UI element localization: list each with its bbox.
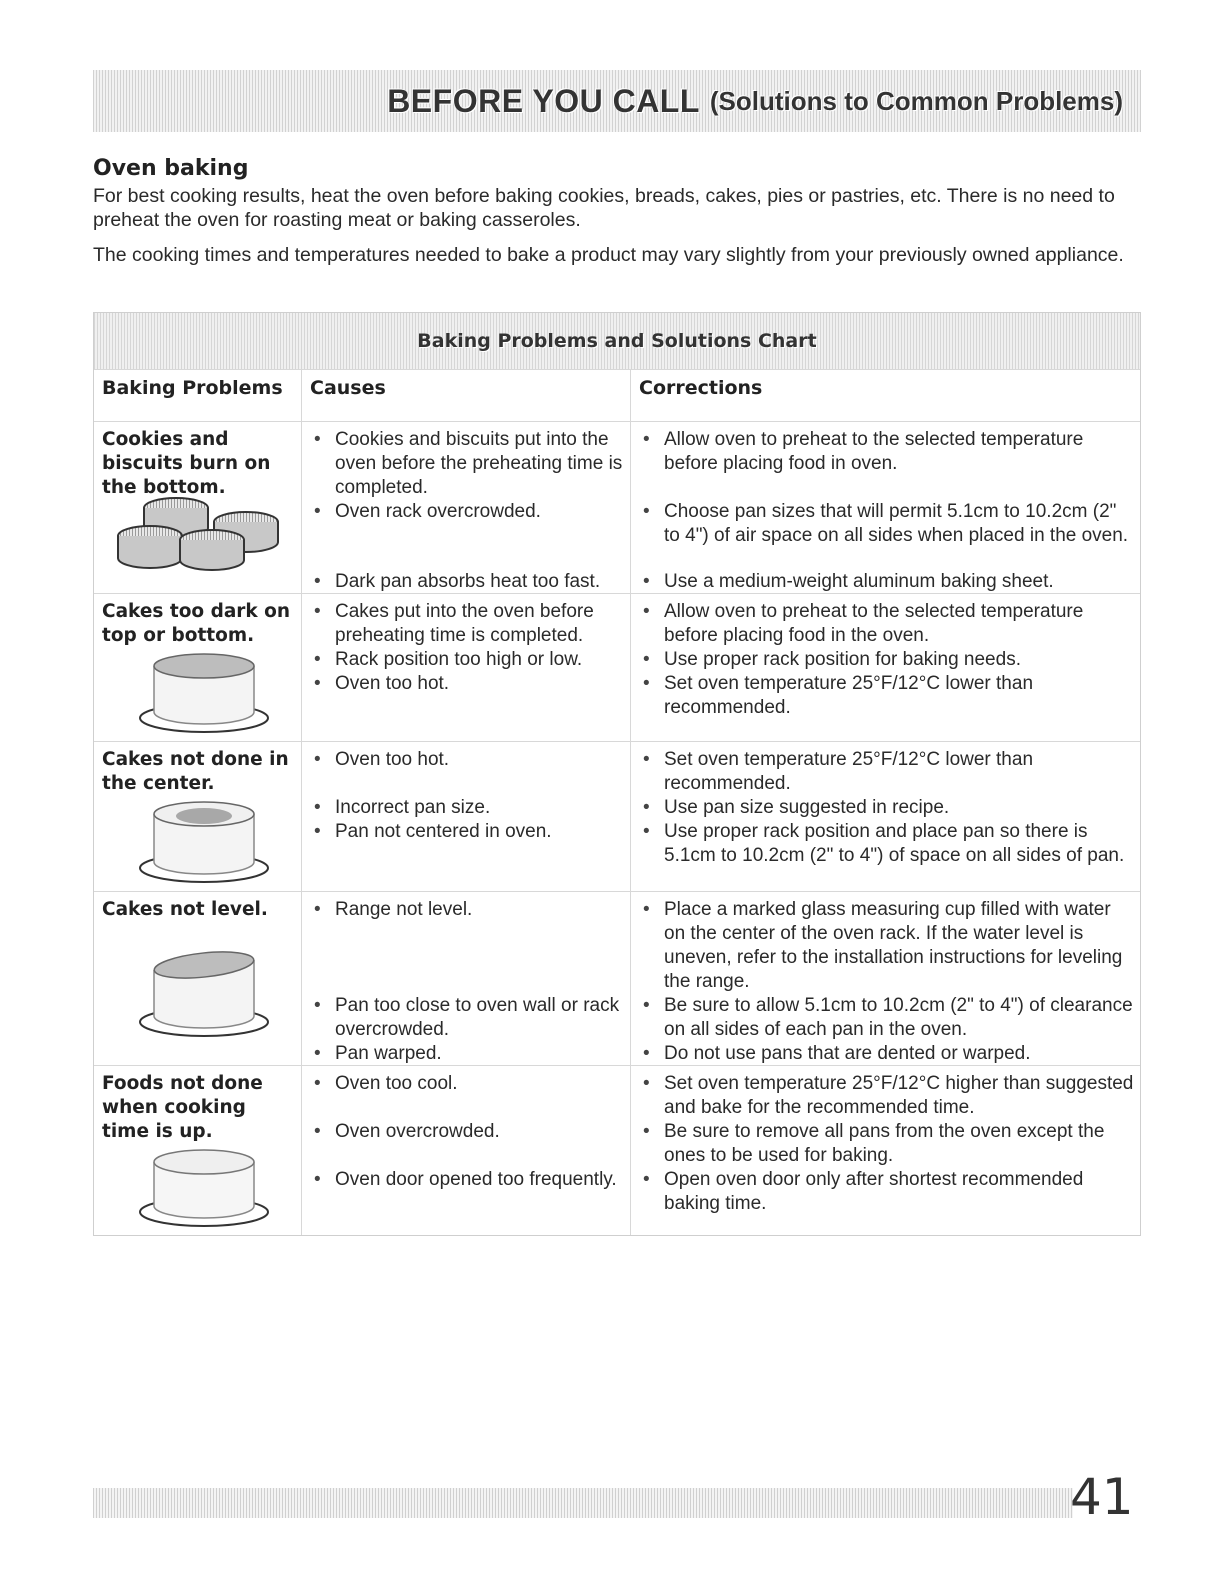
- cause-item: • Range not level.: [310, 898, 626, 922]
- header-corrections: Corrections: [639, 377, 763, 399]
- correction-item: • Use proper rack position and place pan so there is 5.1cm to 10.2cm (2" to 4") of space on all sides of pan.: [639, 820, 1136, 868]
- cause-item: • Oven too cool.: [310, 1072, 626, 1096]
- table-row: [94, 1065, 1140, 1235]
- problem-label: Foods not done when cooking time is up.: [102, 1073, 263, 1142]
- footer-bar: [93, 1488, 1073, 1518]
- intro-paragraph: For best cooking results, heat the oven before baking cookies, breads, cakes, pies or pastries, etc. There is no need to preheat the oven for roasting meat or baking casseroles.: [93, 185, 1115, 231]
- page-number: 41: [1070, 1468, 1134, 1526]
- chart-title: Baking Problems and Solutions Chart: [417, 330, 817, 352]
- correction-item: • Be sure to allow 5.1cm to 10.2cm (2" to 4") of clearance on all sides of each pan in the oven.: [639, 994, 1136, 1042]
- cause-item: • Oven rack overcrowded.: [310, 500, 626, 524]
- correction-item: • Allow oven to preheat to the selected temperature before placing food in the oven.: [639, 600, 1136, 648]
- chart-title-bar: [94, 313, 1140, 369]
- intro-paragraph-2: The cooking times and temperatures needed to bake a product may vary slightly from your previously owned appliance.: [93, 244, 1124, 266]
- correction-item: • Use proper rack position for baking needs.: [639, 648, 1136, 672]
- chart-header-row: [94, 369, 1140, 421]
- cookies-pans-icon: [114, 494, 284, 576]
- cause-item: • Cakes put into the oven before preheating time is completed.: [310, 600, 626, 648]
- cause-item: • Oven too hot.: [310, 748, 626, 772]
- correction-item: • Choose pan sizes that will permit 5.1cm to 10.2cm (2" to 4") of air space on all sides when placed in the oven.: [639, 500, 1136, 548]
- correction-item: • Use pan size suggested in recipe.: [639, 796, 1136, 820]
- cause-item: • Oven door opened too frequently.: [310, 1168, 626, 1192]
- cause-item: • Oven too hot.: [310, 672, 626, 696]
- banner-title: BEFORE YOU CALL: [387, 82, 700, 119]
- table-row: [94, 593, 1140, 741]
- cause-item: • Cookies and biscuits put into the oven before the preheating time is completed.: [310, 428, 626, 500]
- cause-item: • Dark pan absorbs heat too fast.: [310, 570, 626, 594]
- cake-icon: [134, 798, 274, 886]
- cause-item: • Incorrect pan size.: [310, 796, 626, 820]
- correction-item: • Be sure to remove all pans from the oven except the ones to be used for baking.: [639, 1120, 1136, 1168]
- tilted-cake-icon: [134, 948, 274, 1040]
- cause-item: • Oven overcrowded.: [310, 1120, 626, 1144]
- problem-label: Cakes too dark on top or bottom.: [102, 601, 291, 646]
- cause-item: • Pan too close to oven wall or rack overcrowded.: [310, 994, 626, 1042]
- correction-item: • Set oven temperature 25°F/12°C higher than suggested and bake for the recommended time.: [639, 1072, 1136, 1120]
- baking-problems-chart: [93, 312, 1141, 1236]
- correction-item: • Do not use pans that are dented or warped.: [639, 1042, 1136, 1066]
- header-problems: Baking Problems: [102, 377, 283, 399]
- problem-label: Cakes not done in the center.: [102, 749, 289, 794]
- cause-item: • Rack position too high or low.: [310, 648, 626, 672]
- cause-item: • Pan not centered in oven.: [310, 820, 626, 844]
- problem-label: Cookies and biscuits burn on the bottom.: [102, 429, 271, 498]
- problem-label: Cakes not level.: [102, 899, 268, 920]
- header-causes: Causes: [310, 377, 386, 399]
- cause-item: • Pan warped.: [310, 1042, 626, 1066]
- correction-item: • Set oven temperature 25°F/12°C lower than recommended.: [639, 748, 1136, 796]
- correction-item: • Open oven door only after shortest recommended baking time.: [639, 1168, 1136, 1216]
- correction-item: • Place a marked glass measuring cup filled with water on the center of the oven rack. If the water level is uneven, refer to the installation instructions for leveling the range.: [639, 898, 1136, 994]
- table-row: [94, 891, 1140, 1065]
- cake-icon: [134, 1146, 274, 1230]
- section-title: Oven baking: [93, 156, 249, 181]
- cake-icon: [134, 650, 274, 736]
- table-row: [94, 421, 1140, 593]
- banner-subtitle: (Solutions to Common Problems): [709, 85, 1123, 116]
- correction-item: • Set oven temperature 25°F/12°C lower than recommended.: [639, 672, 1136, 720]
- correction-item: • Allow oven to preheat to the selected temperature before placing food in oven.: [639, 428, 1136, 476]
- correction-item: • Use a medium-weight aluminum baking sheet.: [639, 570, 1136, 594]
- page-banner: [93, 70, 1141, 132]
- table-row: [94, 741, 1140, 891]
